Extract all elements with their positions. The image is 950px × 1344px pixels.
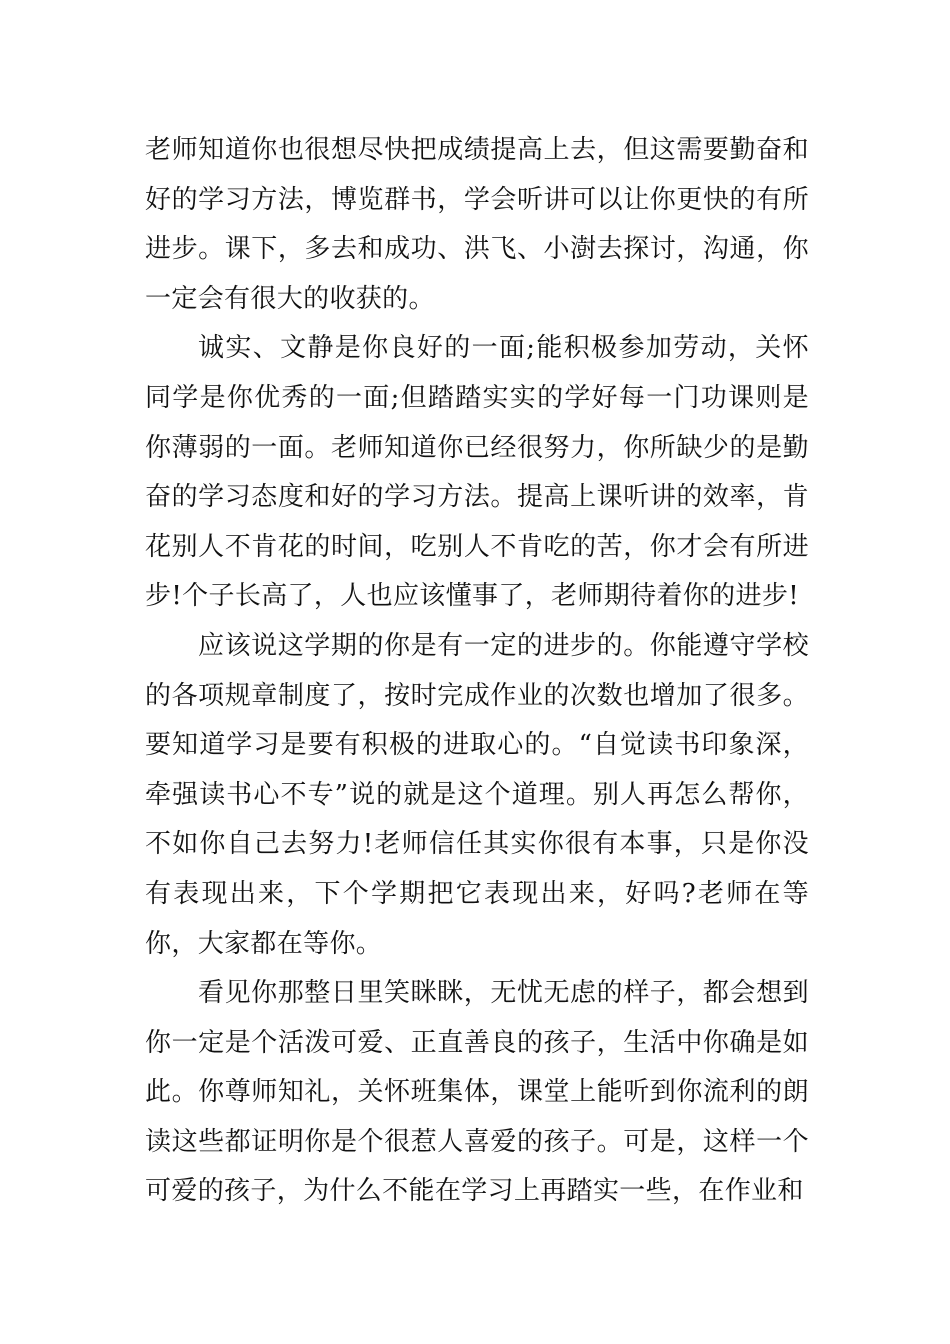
paragraph-2: 诚实、文静是你良好的一面;能积极参加劳动，关怀同学是你优秀的一面;但踏踏实实的学好每一门功课则是你薄弱的一面。老师知道你已经很努力，你所缺少的是勤奋的学习态度和好的学习方法。提高上课听讲的效率，肯花别人不肯花的时间，吃别人不肯吃的苦，你才会有所进步!个子长高了，人也应该懂事了，老师期待着你的进步! — [145, 333, 809, 612]
paragraph-1: 老师知道你也很想尽快把成绩提高上去，但这需要勤奋和好的学习方法，博览群书，学会听讲可以让你更快的有所进步。课下，多去和成功、洪飞、小澍去探讨，沟通，你一定会有很大的收获的。 — [145, 135, 809, 314]
paragraph-4: 看见你那整日里笑眯眯，无忧无虑的样子，都会想到你一定是个活泼可爱、正直善良的孩子，生活中你确是如此。你尊师知礼，关怀班集体，课堂上能听到你流利的朗读这些都证明你是个很惹人喜爱的孩子。可是，这样一个可爱的孩子，为什么不能在学习上再踏实一些，在作业和 — [145, 978, 809, 1207]
paragraph-3: 应该说这学期的你是有一定的进步的。你能遵守学校的各项规章制度了，按时完成作业的次数也增加了很多。要知道学习是要有积极的进取心的。“自觉读书印象深，牵强读书心不专”说的就是这个道理。别人再怎么帮你，不如你自己去努力!老师信任其实你很有本事，只是你没有表现出来，下个学期把它表现出来，好吗?老师在等你，大家都在等你。 — [145, 630, 809, 959]
document-body — [145, 126, 809, 1217]
